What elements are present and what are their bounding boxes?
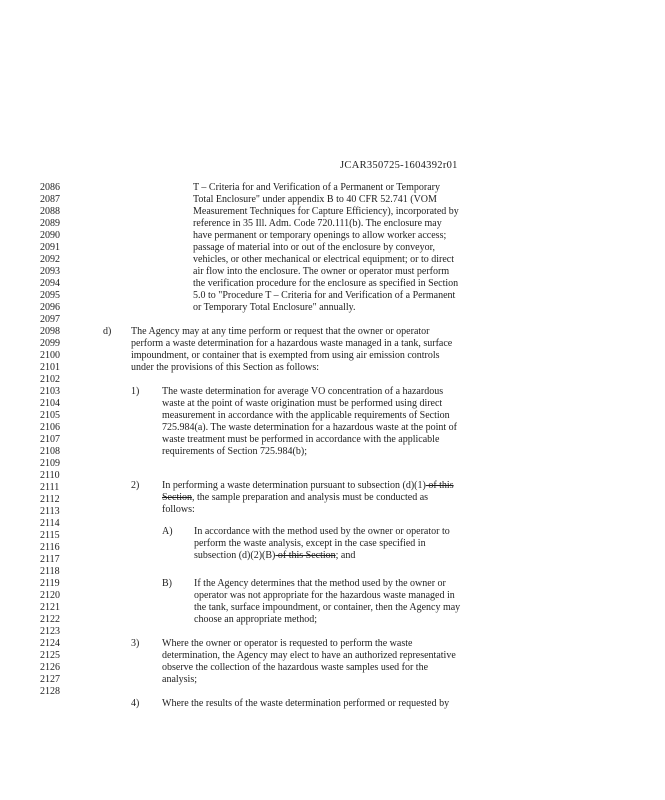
text-line: determination, the Agency may elect to have an authorized representative (162, 650, 456, 661)
text-line: the tank, surface impoundment, or container, then the Agency may (194, 602, 461, 613)
text-run: In performing a waste determination pursuant to subsection (d)(1) (162, 480, 426, 491)
line-number: 2111 (40, 482, 60, 493)
subsection-label: 2) (131, 480, 140, 491)
line-number: 2107 (40, 434, 60, 445)
text-line: follows: (162, 504, 195, 515)
line-number: 2088 (40, 206, 60, 217)
text-line: The Agency may at any time perform or request that the owner or operator (131, 326, 430, 337)
text-line (194, 550, 355, 562)
line-number: 2126 (40, 662, 60, 673)
line-number: 2114 (40, 518, 60, 529)
text-line: under the provisions of this Section as follows: (131, 362, 320, 373)
line-number: 2127 (40, 674, 60, 685)
line-number: 2095 (40, 290, 60, 301)
subsection-label: 1) (131, 386, 140, 397)
line-number: 2124 (40, 638, 60, 649)
text-line: 5.0 to "Procedure T – Criteria for and Verification of a Permanent (193, 290, 456, 301)
line-number: 2091 (40, 242, 60, 253)
line-number: 2112 (40, 494, 60, 505)
text-line (162, 480, 454, 492)
line-number: 2087 (40, 194, 60, 205)
text-line: passage of material into or out of the enclosure by conveyor, (193, 242, 436, 253)
line-number: 2100 (40, 350, 60, 361)
line-number: 2119 (40, 578, 60, 589)
text-run: ; and (335, 550, 356, 561)
document-id: JCAR350725-1604392r01 (340, 160, 458, 171)
subsection-label: B) (162, 578, 172, 589)
line-number: 2120 (40, 590, 60, 601)
line-number: 2108 (40, 446, 60, 457)
text-line: or Temporary Total Enclosure" annually. (193, 302, 356, 313)
text-line: the verification procedure for the enclosure as specified in Section (193, 278, 459, 289)
line-number: 2113 (40, 506, 60, 517)
text-line: 725.984(a). The waste determination for a hazardous waste at the point of (162, 422, 457, 433)
subsection-label: A) (162, 526, 173, 537)
text-line: vehicles, or other mechanical or electrical equipment; or to direct (193, 254, 454, 265)
text-line: reference in 35 Ill. Adm. Code 720.111(b). The enclosure may (193, 218, 442, 229)
line-number: 2089 (40, 218, 60, 229)
line-number: 2115 (40, 530, 60, 541)
text-line: impoundment, or container that is exempted from using air emission controls (131, 350, 440, 361)
text-line: perform the waste analysis, except in the case specified in (194, 538, 426, 549)
line-number: 2106 (40, 422, 60, 433)
line-number: 2122 (40, 614, 60, 625)
text-line: perform a waste determination for a hazardous waste managed in a tank, surface (131, 338, 453, 349)
text-run: , the sample preparation and analysis must be conducted as (192, 492, 429, 503)
subsection-label: 4) (131, 698, 140, 709)
line-number: 2094 (40, 278, 60, 289)
struck-text: Section (162, 492, 192, 503)
line-number: 2123 (40, 626, 60, 637)
text-line: waste treatment must be performed in accordance with the applicable (162, 434, 440, 445)
line-number: 2099 (40, 338, 60, 349)
text-line: Where the results of the waste determination performed or requested by (162, 698, 450, 709)
line-number: 2086 (40, 182, 60, 193)
struck-text: of this (425, 480, 454, 491)
line-number: 2118 (40, 566, 60, 577)
text-line: Measurement Techniques for Capture Efficiency), incorporated by (193, 206, 459, 217)
text-line (162, 492, 428, 504)
text-line: In accordance with the method used by the owner or operator to (194, 526, 450, 537)
line-number: 2125 (40, 650, 60, 661)
line-number: 2102 (40, 374, 60, 385)
line-number: 2121 (40, 602, 60, 613)
text-line: If the Agency determines that the method used by the owner or (194, 578, 446, 589)
line-number: 2110 (40, 470, 60, 481)
text-line: air flow into the enclosure. The owner or operator must perform (193, 266, 450, 277)
line-number: 2104 (40, 398, 60, 409)
line-number: 2105 (40, 410, 60, 421)
line-number: 2103 (40, 386, 60, 397)
text-line: operator was not appropriate for the hazardous waste managed in (194, 590, 455, 601)
line-number: 2092 (40, 254, 60, 265)
line-number: 2097 (40, 314, 60, 325)
struck-text: of this Section (275, 550, 336, 561)
line-number: 2109 (40, 458, 60, 469)
text-line: requirements of Section 725.984(b); (162, 446, 307, 457)
line-number: 2096 (40, 302, 60, 313)
text-run: subsection (d)(2)(B) (194, 550, 276, 561)
subsection-label: d) (103, 326, 112, 337)
text-line: observe the collection of the hazardous waste samples used for the (162, 662, 429, 673)
text-line: Total Enclosure" under appendix B to 40 CFR 52.741 (VOM (193, 194, 437, 205)
line-number: 2128 (40, 686, 60, 697)
line-number: 2101 (40, 362, 60, 373)
line-number: 2117 (40, 554, 60, 565)
line-number: 2093 (40, 266, 60, 277)
text-line: choose an appropriate method; (194, 614, 318, 625)
text-line: have permanent or temporary openings to allow worker access; (193, 230, 447, 241)
text-line: waste at the point of waste origination must be performed using direct (162, 398, 443, 409)
text-line: Where the owner or operator is requested to perform the waste (162, 638, 413, 649)
line-number: 2098 (40, 326, 60, 337)
text-line: measurement in accordance with the applicable requirements of Section (162, 410, 450, 421)
line-number: 2090 (40, 230, 60, 241)
text-line: analysis; (162, 674, 197, 685)
text-line: T – Criteria for and Verification of a Permanent or Temporary (193, 182, 440, 193)
line-number: 2116 (40, 542, 60, 553)
text-line: The waste determination for average VO concentration of a hazardous (162, 386, 444, 397)
subsection-label: 3) (131, 638, 140, 649)
